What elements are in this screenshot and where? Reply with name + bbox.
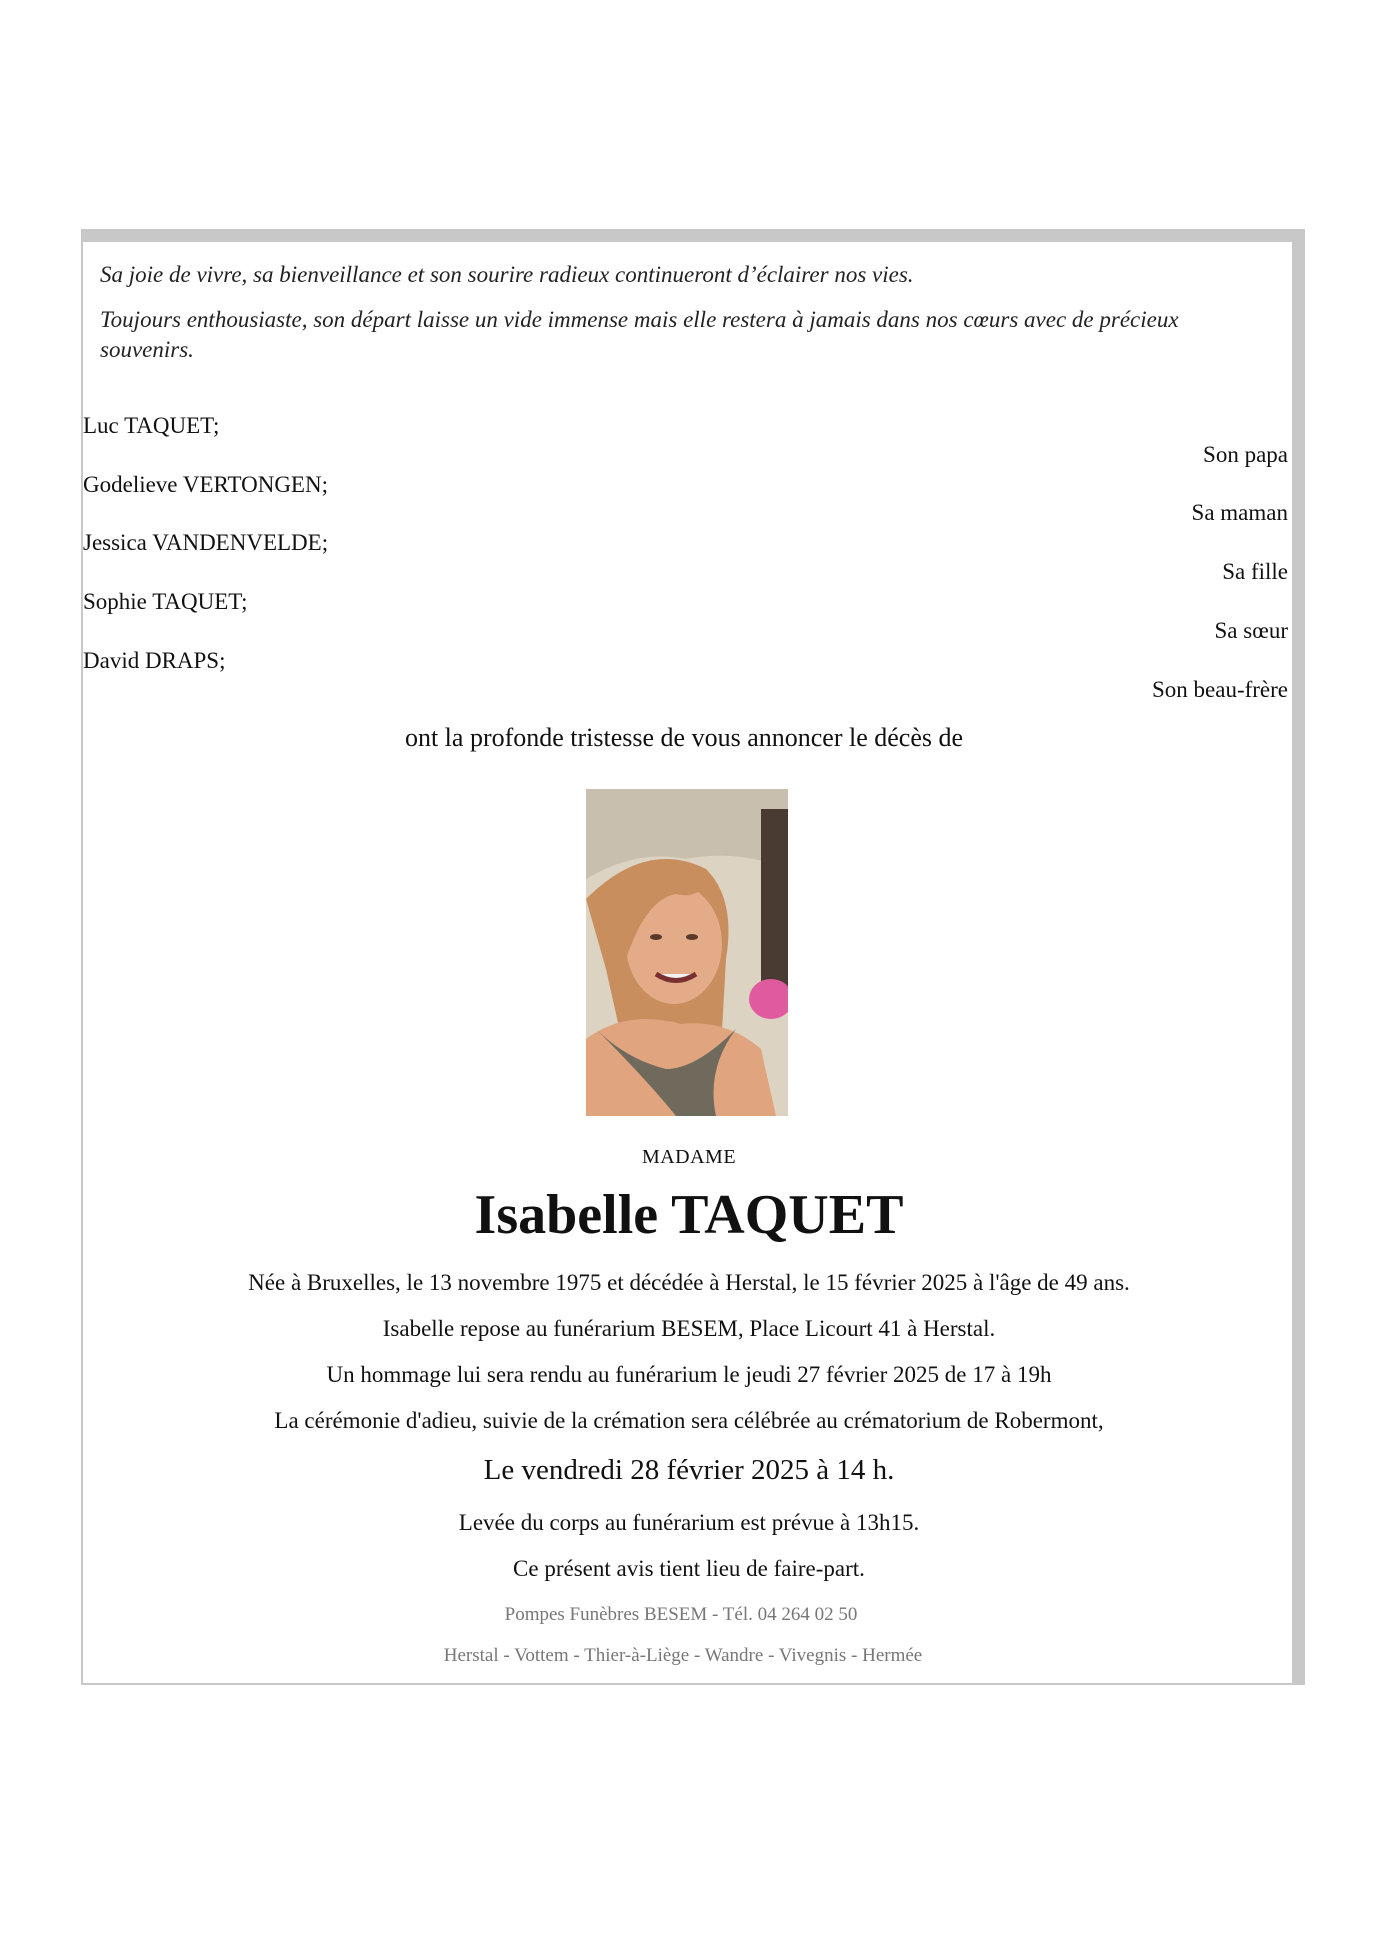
family-role-1: Son papa: [1203, 442, 1288, 467]
funeral-home-locations: Herstal - Vottem - Thier-à-Liège - Wandre - Vivegnis - Hermée: [443, 1645, 923, 1666]
family-name-5: David DRAPS;: [83, 648, 226, 673]
family-name-1: Luc TAQUET;: [83, 413, 220, 438]
announcement: ont la profonde tristesse de vous annoncer le décès de: [404, 723, 964, 752]
family-role-3: Sa fille: [1222, 559, 1288, 584]
notice-text: Ce présent avis tient lieu de faire-part.: [513, 1556, 865, 1581]
rests-text: Isabelle repose au funérarium BESEM, Place Licourt 41 à Herstal.: [382, 1316, 996, 1341]
quote-line-1: Sa joie de vivre, sa bienveillance et son sourire radieux continueront d’éclairer nos vies.: [100, 262, 914, 287]
ceremony-text: La cérémonie d'adieu, suivie de la crémation sera célébrée au crématorium de Robermont,: [274, 1408, 1104, 1433]
tribute-text: Un hommage lui sera rendu au funérarium le jeudi 27 février 2025 de 17 à 19h: [326, 1362, 1052, 1387]
funeral-home-contact: Pompes Funèbres BESEM - Tél. 04 264 02 50: [504, 1604, 858, 1625]
quote-line-2: Toujours enthousiaste, son départ laisse un vide immense mais elle restera à jamais dans nos cœurs avec de précieux souvenirs.: [100, 307, 1179, 362]
honorific: MADAME: [641, 1146, 737, 1168]
family-name-2: Godelieve VERTONGEN;: [83, 472, 328, 497]
deceased-photo: [586, 789, 788, 1116]
family-name-4: Sophie TAQUET;: [83, 589, 248, 614]
ceremony-date: Le vendredi 28 février 2025 à 14 h.: [483, 1454, 895, 1486]
birth-death-text: Née à Bruxelles, le 13 novembre 1975 et décédée à Herstal, le 15 février 2025 à l'âge de 49 ans.: [248, 1270, 1130, 1295]
family-role-5: Son beau-frère: [1151, 677, 1288, 702]
levee-text: Levée du corps au funérarium est prévue à 13h15.: [458, 1510, 920, 1535]
deceased-name: Isabelle TAQUET: [474, 1184, 904, 1246]
family-role-4: Sa sœur: [1214, 618, 1288, 643]
family-name-3: Jessica VANDENVELDE;: [83, 530, 329, 555]
family-role-2: Sa maman: [1191, 500, 1288, 525]
